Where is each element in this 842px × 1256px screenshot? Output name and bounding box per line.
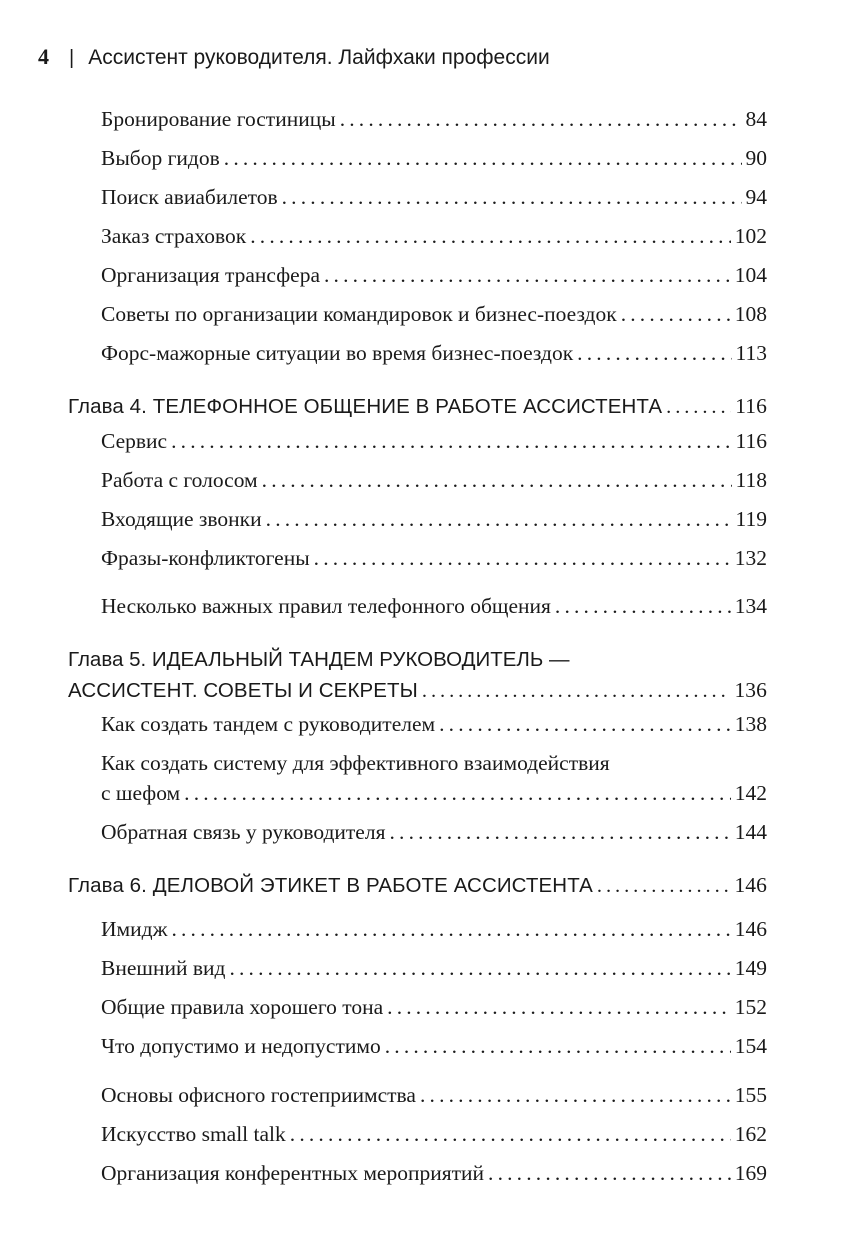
toc-entry-page: 138 <box>734 712 767 736</box>
toc-chapter-title: Глава 5. ИДЕАЛЬНЫЙ ТАНДЕМ РУКОВОДИТЕЛЬ — <box>68 648 570 671</box>
toc-entry <box>101 468 767 493</box>
toc-entry-title-cont: с шефом <box>101 781 181 805</box>
toc-entry-title: Что допустимо и недопустимо <box>101 1034 381 1058</box>
toc-entry-title: Как создать систему для эффективного взаимодействия <box>101 751 610 775</box>
leader-dots <box>387 995 731 1020</box>
toc-chapter-title: Глава 6. ДЕЛОВОЙ ЭТИКЕТ В РАБОТЕ АССИСТЕНТА <box>68 874 593 897</box>
toc-entry <box>101 507 767 532</box>
toc-entry <box>101 1034 767 1059</box>
toc-entry-title: Входящие звонки <box>101 507 262 531</box>
leader-dots <box>555 594 731 619</box>
toc-entry <box>101 263 767 288</box>
toc-entry <box>101 429 767 454</box>
leader-dots <box>420 1083 731 1108</box>
toc-entry-title: Организация конферентных мероприятий <box>101 1161 485 1185</box>
toc-entry-page: 149 <box>734 956 767 980</box>
toc-entry-page: 90 <box>745 146 767 170</box>
book-title: Ассистент руководителя. Лайфхаки профессии <box>88 46 550 69</box>
toc-entry-page: 84 <box>745 107 767 131</box>
toc-entry-title: Обратная связь у руководителя <box>101 820 386 844</box>
toc-entry <box>101 546 767 571</box>
leader-dots <box>224 146 742 171</box>
toc-entry-title: Работа с голосом <box>101 468 258 492</box>
toc-entry <box>101 820 767 845</box>
toc-entry-title: Имидж <box>101 917 168 941</box>
toc-entry <box>101 146 767 171</box>
leader-dots <box>389 820 730 845</box>
toc-entry <box>101 712 767 737</box>
leader-dots <box>171 917 730 942</box>
toc-entry-title: Выбор гидов <box>101 146 220 170</box>
leader-dots <box>324 263 731 288</box>
running-header <box>38 44 550 70</box>
leader-dots <box>171 429 731 454</box>
toc-chapter-title-cont: АССИСТЕНТ. СОВЕТЫ И СЕКРЕТЫ <box>68 679 418 702</box>
header-separator: | <box>69 47 75 69</box>
toc-entry-page: 94 <box>745 185 767 209</box>
toc-entry-page: 102 <box>734 224 767 248</box>
toc-chapter-page: 146 <box>734 873 767 897</box>
toc-entry <box>101 995 767 1020</box>
toc-chapter-title: Глава 4. ТЕЛЕФОННОЕ ОБЩЕНИЕ В РАБОТЕ АССИСТЕНТА <box>68 395 663 418</box>
toc-entry-page: 142 <box>734 781 767 805</box>
toc-entry <box>101 302 767 327</box>
toc-entry-page: 134 <box>734 594 767 618</box>
toc-chapter-page: 136 <box>734 678 767 702</box>
toc-entry-page: 146 <box>734 917 767 941</box>
toc-entry-page: 152 <box>734 995 767 1019</box>
toc-entry <box>101 107 767 132</box>
toc-entry-page: 162 <box>734 1122 767 1146</box>
toc-entry-page: 169 <box>734 1161 767 1185</box>
toc-entry-page: 113 <box>735 341 767 365</box>
leader-dots <box>290 1122 731 1147</box>
toc-chapter <box>68 678 767 703</box>
toc-entry-page: 118 <box>735 468 767 492</box>
toc-entry-title: Основы офисного гостеприимства <box>101 1083 416 1107</box>
toc-entry-title: Общие правила хорошего тона <box>101 995 384 1019</box>
toc-entry-page: 155 <box>734 1083 767 1107</box>
toc-entry-title: Фразы-конфликтогены <box>101 546 310 570</box>
page-number: 4 <box>38 44 49 69</box>
toc-entry <box>101 224 767 249</box>
leader-dots <box>577 341 731 366</box>
leader-dots <box>488 1161 731 1186</box>
toc-entry-title: Форс-мажорные ситуации во время бизнес-поездок <box>101 341 574 365</box>
toc-entry-title: Поиск авиабилетов <box>101 185 278 209</box>
toc-entry-title: Советы по организации командировок и бизнес-поездок <box>101 302 617 326</box>
toc-entry-page: 104 <box>734 263 767 287</box>
leader-dots <box>266 507 732 532</box>
toc-entry-title: Несколько важных правил телефонного общения <box>101 594 551 618</box>
toc-chapter <box>68 394 767 419</box>
toc-entry-title: Как создать тандем с руководителем <box>101 712 436 736</box>
toc-entry-page: 116 <box>735 429 767 453</box>
leader-dots <box>597 875 731 898</box>
toc-entry-title: Организация трансфера <box>101 263 320 287</box>
leader-dots <box>314 546 731 571</box>
toc-entry <box>101 594 767 619</box>
toc-entry-title: Искусство small talk <box>101 1122 286 1146</box>
toc-entry-page: 144 <box>734 820 767 844</box>
toc-entry <box>101 185 767 210</box>
toc-entry <box>101 1083 767 1108</box>
toc-entry-page: 119 <box>735 507 767 531</box>
toc-entry <box>101 1161 767 1186</box>
toc-chapter <box>68 873 767 898</box>
toc-entry <box>101 1122 767 1147</box>
toc-entry-page: 154 <box>734 1034 767 1058</box>
toc-entry-title: Внешний вид <box>101 956 226 980</box>
toc-entry-title: Бронирование гостиницы <box>101 107 336 131</box>
toc-entry <box>101 956 767 981</box>
leader-dots <box>621 302 731 327</box>
leader-dots <box>184 781 731 806</box>
leader-dots <box>229 956 730 981</box>
leader-dots <box>385 1034 731 1059</box>
leader-dots <box>340 107 742 132</box>
leader-dots <box>666 396 731 419</box>
toc-entry <box>101 341 767 366</box>
leader-dots <box>262 468 732 493</box>
toc-entry <box>101 917 767 942</box>
leader-dots <box>250 224 731 249</box>
toc-entry <box>101 781 767 806</box>
toc-entry-page: 132 <box>734 546 767 570</box>
toc-entry-title: Заказ страховок <box>101 224 247 248</box>
toc-chapter-page: 116 <box>735 394 767 418</box>
leader-dots <box>439 712 731 737</box>
toc-entry-page: 108 <box>734 302 767 326</box>
leader-dots <box>282 185 742 210</box>
leader-dots <box>422 680 731 703</box>
toc-entry-title: Сервис <box>101 429 168 453</box>
